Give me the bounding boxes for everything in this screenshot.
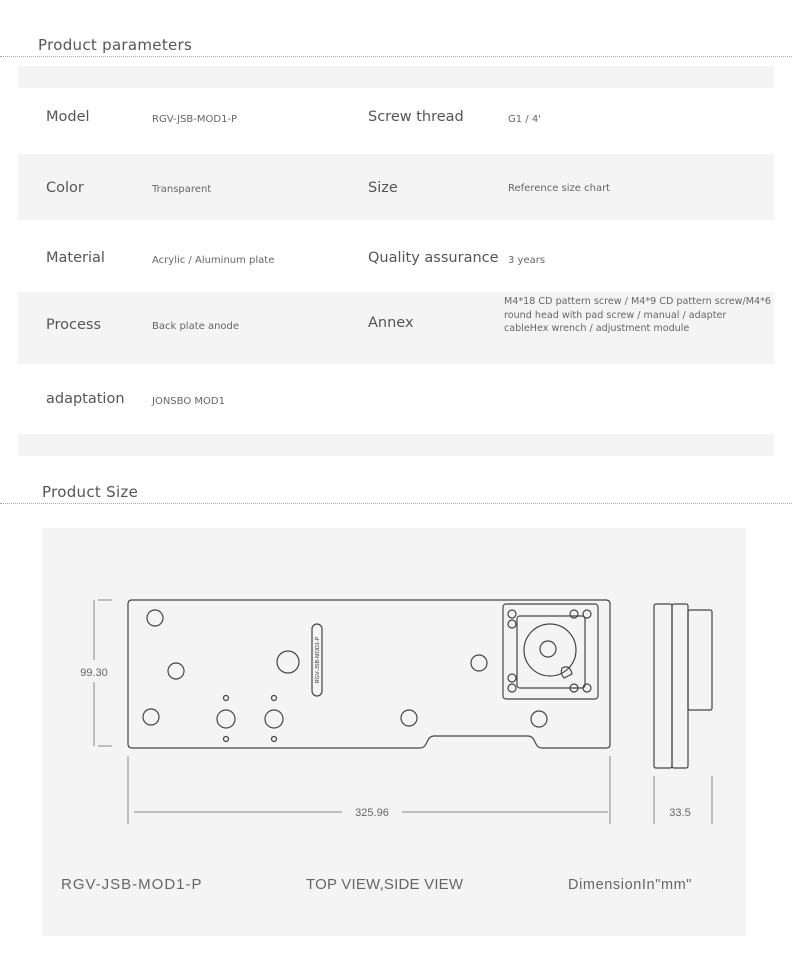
plate-outline (128, 600, 610, 748)
hole-2 (168, 663, 184, 679)
screw-thread-label: Screw thread (368, 109, 464, 125)
size-divider (0, 503, 792, 504)
hole-1 (147, 610, 163, 626)
plate-label: RGV-JSB-MOD1-P (315, 636, 321, 684)
annex-label: Annex (368, 315, 414, 331)
params-title: Product parameters (38, 36, 193, 54)
height-dimension: 99.30 (80, 667, 108, 679)
param-row-model (18, 88, 774, 154)
model-value: RGV-JSB-MOD1-P (152, 114, 238, 125)
screw-thread-value: G1 / 4' (508, 114, 541, 125)
size-title: Product Size (42, 483, 139, 501)
hole-6 (277, 651, 299, 673)
width-dimension: 325.96 (355, 807, 389, 819)
hole-9 (531, 711, 547, 727)
hole-3 (143, 709, 159, 725)
table-top-band (18, 66, 774, 88)
size-value: Reference size chart (508, 183, 611, 194)
side-view (654, 604, 672, 768)
dimension-drawing (42, 528, 746, 936)
process-label: Process (46, 317, 102, 333)
hole-4 (217, 710, 235, 728)
hole-8 (471, 655, 487, 671)
adaptation-label: adaptation (46, 391, 125, 407)
model-label: Model (46, 109, 90, 125)
param-row-adaptation (18, 364, 774, 434)
param-row-color (18, 154, 774, 220)
hole-7 (401, 710, 417, 726)
color-value: Transparent (152, 184, 212, 195)
size-label: Size (368, 180, 398, 196)
quality-assurance-value: 3 years (508, 255, 546, 266)
process-value: Back plate anode (152, 321, 240, 332)
hole-5 (265, 710, 283, 728)
annex-value: M4*18 CD pattern screw / M4*9 CD pattern screw/M4*6 round head with pad screw / manual / adapter cableHex wrench / adjustment module (504, 296, 771, 334)
caption-view: TOP VIEW,SIDE VIEW (306, 876, 464, 893)
param-row-material (18, 220, 774, 292)
table-bottom-band (18, 434, 774, 456)
adaptation-value: JONSBO MOD1 (152, 396, 225, 407)
quality-assurance-label: Quality assurance (368, 250, 499, 266)
material-value: Acrylic / Aluminum plate (152, 255, 275, 266)
caption-unit: DimensionIn"mm" (568, 877, 693, 893)
dimension-drawing-panel (42, 528, 746, 936)
color-label: Color (46, 180, 84, 196)
caption-model: RGV-JSB-MOD1-P (61, 876, 203, 893)
param-row-process (18, 292, 774, 364)
depth-dimension: 33.5 (669, 807, 691, 819)
params-divider (0, 56, 792, 57)
material-label: Material (46, 250, 105, 266)
